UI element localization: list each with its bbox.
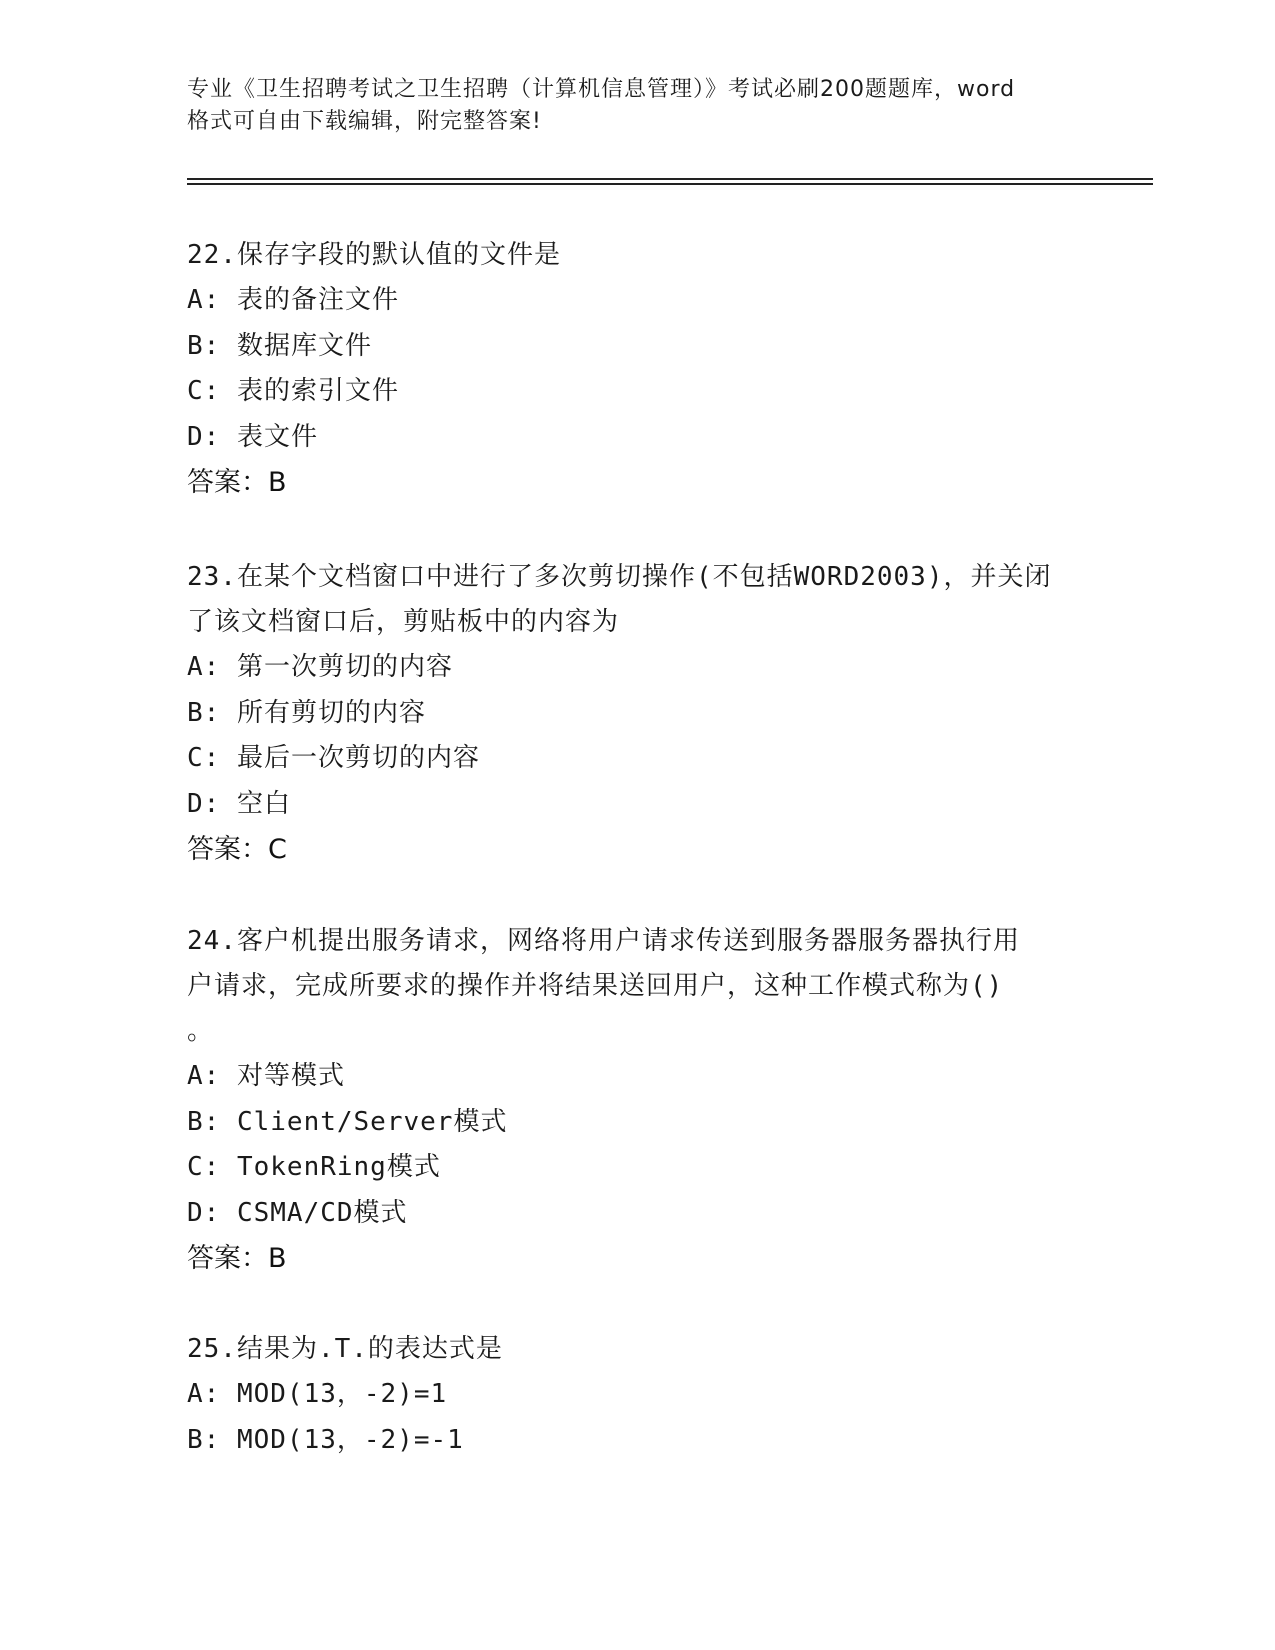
- header-divider-bottom: [187, 183, 1153, 185]
- answer-line: 答案：B: [187, 467, 287, 498]
- question-25: [187, 1327, 1087, 1463]
- option-d: D: 空白: [187, 788, 291, 819]
- option-a: A: 表的备注文件: [187, 285, 399, 315]
- option-d: D: 表文件: [187, 421, 318, 452]
- option-a: A: 对等模式: [187, 1061, 345, 1091]
- option-a: A: 第一次剪切的内容: [187, 652, 453, 682]
- option-b: B: Client/Server模式: [187, 1106, 508, 1137]
- question-title-line: 23.在某个文档窗口中进行了多次剪切操作(不包括WORD2003)，并关闭: [187, 562, 1052, 592]
- option-c: C: 最后一次剪切的内容: [187, 743, 480, 773]
- question-22: [187, 233, 1087, 505]
- question-title-line: 22.保存字段的默认值的文件是: [187, 240, 561, 270]
- option-c: C: TokenRing模式: [187, 1152, 441, 1182]
- question-title-line: 24.客户机提出服务请求，网络将用户请求传送到服务器服务器执行用: [187, 926, 1020, 956]
- question-title-line: 。: [187, 1016, 215, 1046]
- question-23: [187, 555, 1087, 872]
- answer-line: 答案：C: [187, 834, 287, 865]
- option-c: C: 表的索引文件: [187, 376, 399, 406]
- question-title-line: 25.结果为.T.的表达式是: [187, 1334, 503, 1364]
- option-b: B: 数据库文件: [187, 330, 372, 361]
- question-title-line: 了该文档窗口后，剪贴板中的内容为: [187, 607, 620, 637]
- option-b: B: 所有剪切的内容: [187, 697, 426, 728]
- option-b: B: MOD(13，-2)=-1: [187, 1424, 464, 1455]
- answer-line: 答案：B: [187, 1243, 287, 1274]
- question-24: [187, 919, 1087, 1281]
- question-title-line: 户请求，完成所要求的操作并将结果送回用户，这种工作模式称为(): [187, 971, 1004, 1001]
- option-d: D: CSMA/CD模式: [187, 1197, 408, 1228]
- header-divider-top: [187, 178, 1153, 180]
- header-line-2: 格式可自由下载编辑，附完整答案!: [187, 109, 542, 134]
- header-line-1: 专业《卫生招聘考试之卫生招聘（计算机信息管理）》考试必刷200题题库，word: [187, 77, 1016, 102]
- option-a: A: MOD(13，-2)=1: [187, 1379, 448, 1409]
- document-header: [187, 74, 1087, 138]
